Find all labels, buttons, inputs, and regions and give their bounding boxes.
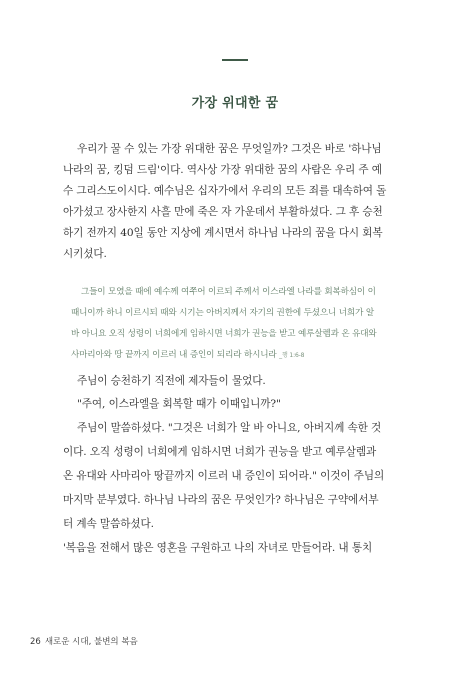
paragraph-line: 터 계속 말씀하셨다. bbox=[63, 518, 154, 530]
paragraph-line: 마지막 분부였다. 하나님 나라의 꿈은 무엇인가? 하나님은 구약에서부 bbox=[63, 494, 379, 506]
quote-line: 바 아니요 오직 성령이 너희에게 임하시면 너희가 권능을 받고 예루살렘과 온 유대와 bbox=[71, 329, 377, 339]
book-title: 새로운 시대, 불변의 복음 bbox=[44, 637, 138, 647]
paragraph-line: 아가셨고 장사한지 사흘 만에 죽은 자 가운데서 부활하셨다. 그 후 승천 bbox=[63, 206, 383, 218]
dialogue-line: "주여, 이스라엘을 회복할 때가 이때입니까?" bbox=[77, 398, 281, 410]
paragraph-line: 우리가 꿀 수 있는 가장 위대한 꿈은 무엇일까? 그것은 바로 '하나님 bbox=[77, 143, 382, 155]
paragraph-line: 주님이 말씀하셨다. "그것은 너희가 알 바 아니요, 아버지께 속한 것 bbox=[77, 422, 382, 434]
quote-line-text: 사마리아와 땅 끝까지 이르러 내 증인이 되리라 하시니라 bbox=[71, 350, 277, 360]
chapter-title: 가장 위대한 꿈 bbox=[191, 96, 279, 111]
quote-line bbox=[71, 345, 407, 366]
paragraph-line: 나라의 꿈, 킹덤 드림'이다. 역사상 가장 위대한 꿈의 사람은 우리 주 예 bbox=[63, 164, 382, 176]
paragraph-line: 하기 전까지 40일 동안 지상에 계시면서 하나님 나라의 꿈을 다시 회복 bbox=[63, 227, 383, 239]
page-number: 26 bbox=[30, 637, 41, 647]
quote-line: 그들이 모였을 때에 예수께 여쭈어 이르되 주께서 이스라엘 나라를 회복하심이 이 bbox=[81, 287, 376, 297]
scripture-quote bbox=[71, 282, 407, 366]
paragraph-line: 주님이 승천하기 직전에 제자들이 물었다. bbox=[77, 375, 266, 387]
page-footer bbox=[30, 635, 138, 647]
body-paragraph-1 bbox=[63, 139, 411, 265]
paragraph-line: 온 유대와 사마리아 땅끝까지 이르러 내 증인이 되어라." 이것이 주님의 bbox=[63, 470, 385, 482]
paragraph-line: 이다. 오직 성령이 너희에게 임하시면 너희가 권능을 받고 예루살렘과 bbox=[63, 446, 377, 458]
paragraph-line: 시키셨다. bbox=[63, 248, 107, 260]
title-divider bbox=[222, 59, 248, 61]
paragraph-line: 수 그리스도이시다. 예수님은 십자가에서 우리의 모든 죄를 대속하여 돌 bbox=[63, 185, 387, 197]
scripture-reference: _행 1:6-8 bbox=[279, 352, 305, 359]
quote-line: 때니이까 하니 이르시되 때와 시기는 아버지께서 자기의 권한에 두셨으니 너희가 알 bbox=[71, 308, 374, 318]
paragraph-line: '복음을 전해서 많은 영혼을 구원하고 나의 자녀로 만들어라. 내 통치 bbox=[63, 542, 373, 554]
